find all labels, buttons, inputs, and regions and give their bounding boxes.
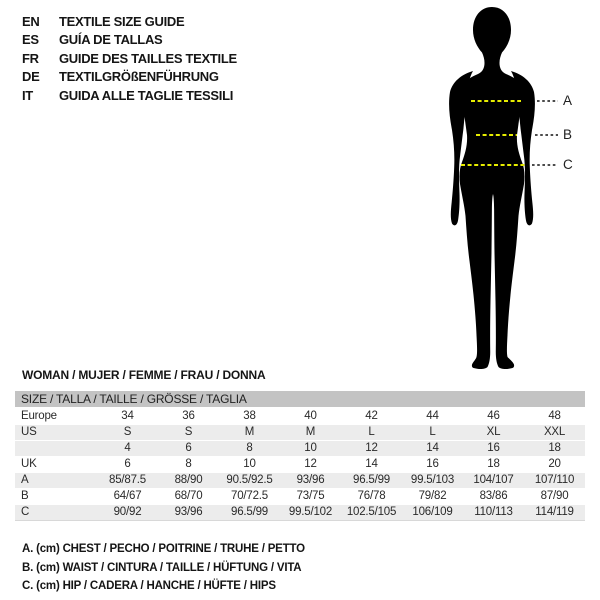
woman-silhouette [435, 5, 600, 370]
size-cell: 96.5/99 [219, 505, 280, 521]
size-cell: S [97, 425, 158, 441]
size-cell: 96.5/99 [341, 473, 402, 489]
language-row [22, 87, 237, 105]
size-cell: M [219, 425, 280, 441]
measure-label-a: A [563, 93, 573, 108]
size-cell: 44 [402, 408, 463, 425]
size-cell: 104/107 [463, 473, 524, 489]
row-label: A [15, 473, 97, 489]
table-row [15, 489, 585, 505]
language-row [22, 31, 237, 49]
size-cell: 46 [463, 408, 524, 425]
language-title-list [22, 13, 237, 105]
language-title: GUÍA DE TALLAS [59, 32, 163, 48]
row-label: US [15, 425, 97, 441]
language-code: DE [22, 69, 40, 85]
size-cell: 87/90 [524, 489, 585, 505]
size-cell: 10 [280, 441, 341, 457]
size-cell: XL [463, 425, 524, 441]
row-label: UK [15, 457, 97, 473]
row-label: Europe [15, 408, 97, 425]
legend-line-hip: C. (cm) HIP / CADERA / HANCHE / HÜFTE / HIPS [22, 580, 276, 593]
size-cell: 42 [341, 408, 402, 425]
size-cell: XXL [524, 425, 585, 441]
size-cell: 99.5/103 [402, 473, 463, 489]
size-cell: 14 [341, 457, 402, 473]
table-row [15, 425, 585, 441]
size-cell: 68/70 [158, 489, 219, 505]
language-title: GUIDA ALLE TAGLIE TESSILI [59, 87, 234, 103]
size-cell: 18 [524, 441, 585, 457]
size-cell: 10 [219, 457, 280, 473]
size-cell: 70/72.5 [219, 489, 280, 505]
size-cell: 6 [158, 441, 219, 457]
row-label: C [15, 505, 97, 521]
row-label [15, 441, 97, 457]
table-row [15, 457, 585, 473]
measurement-figure [435, 5, 600, 370]
size-cell: 18 [463, 457, 524, 473]
table-header-label: SIZE / TALLA / TAILLE / GRÖSSE / TAGLIA [15, 391, 585, 408]
size-table-body [15, 391, 585, 521]
language-code: FR [22, 50, 39, 66]
size-cell: 14 [402, 441, 463, 457]
size-cell: 73/75 [280, 489, 341, 505]
size-table [15, 391, 585, 521]
size-cell: 83/86 [463, 489, 524, 505]
measure-label-c: C [563, 157, 573, 172]
size-cell: 20 [524, 457, 585, 473]
size-cell: 110/113 [463, 505, 524, 521]
size-cell: 12 [280, 457, 341, 473]
size-cell: 88/90 [158, 473, 219, 489]
language-row [22, 13, 237, 31]
size-cell: 85/87.5 [97, 473, 158, 489]
size-cell: L [341, 425, 402, 441]
language-code: EN [22, 14, 40, 29]
size-cell: 90.5/92.5 [219, 473, 280, 489]
size-cell: 93/96 [158, 505, 219, 521]
language-row [22, 50, 237, 68]
language-code: ES [22, 32, 39, 48]
size-cell: 76/78 [341, 489, 402, 505]
size-cell: 114/119 [524, 505, 585, 521]
size-cell: 16 [402, 457, 463, 473]
table-row [15, 408, 585, 425]
size-cell: 6 [97, 457, 158, 473]
table-row [15, 473, 585, 489]
table-header-row [15, 391, 585, 408]
size-cell: 90/92 [97, 505, 158, 521]
table-row [15, 441, 585, 457]
size-cell: 99.5/102 [280, 505, 341, 521]
size-cell: 79/82 [402, 489, 463, 505]
size-cell: 12 [341, 441, 402, 457]
size-cell: L [402, 425, 463, 441]
measurement-legend [22, 540, 305, 596]
table-row [15, 505, 585, 521]
size-cell: 64/67 [97, 489, 158, 505]
size-cell: 16 [463, 441, 524, 457]
size-cell: 4 [97, 441, 158, 457]
size-cell: 48 [524, 408, 585, 425]
size-cell: 93/96 [280, 473, 341, 489]
legend-line-chest: A. (cm) CHEST / PECHO / POITRINE / TRUHE / PETTO [22, 543, 305, 555]
language-title: GUIDE DES TAILLES TEXTILE [59, 50, 237, 66]
section-title: WOMAN / MUJER / FEMME / FRAU / DONNA [22, 368, 266, 382]
size-cell: 8 [158, 457, 219, 473]
size-cell: 40 [280, 408, 341, 425]
size-cell: S [158, 425, 219, 441]
legend-line-waist: B. (cm) WAIST / CINTURA / TAILLE / HÜFTUNG / VITA [22, 561, 302, 574]
size-cell: 106/109 [402, 505, 463, 521]
size-cell: 8 [219, 441, 280, 457]
language-code: IT [22, 87, 33, 103]
size-cell: 107/110 [524, 473, 585, 489]
language-row [22, 68, 237, 86]
size-cell: 102.5/105 [341, 505, 402, 521]
language-title: TEXTILE SIZE GUIDE [59, 14, 185, 29]
row-label: B [15, 489, 97, 505]
size-cell: 38 [219, 408, 280, 425]
size-cell: 36 [158, 408, 219, 425]
language-title: TEXTILGRÖßENFÜHRUNG [59, 69, 219, 85]
size-cell: 34 [97, 408, 158, 425]
size-cell: M [280, 425, 341, 441]
measure-label-b: B [563, 127, 573, 142]
